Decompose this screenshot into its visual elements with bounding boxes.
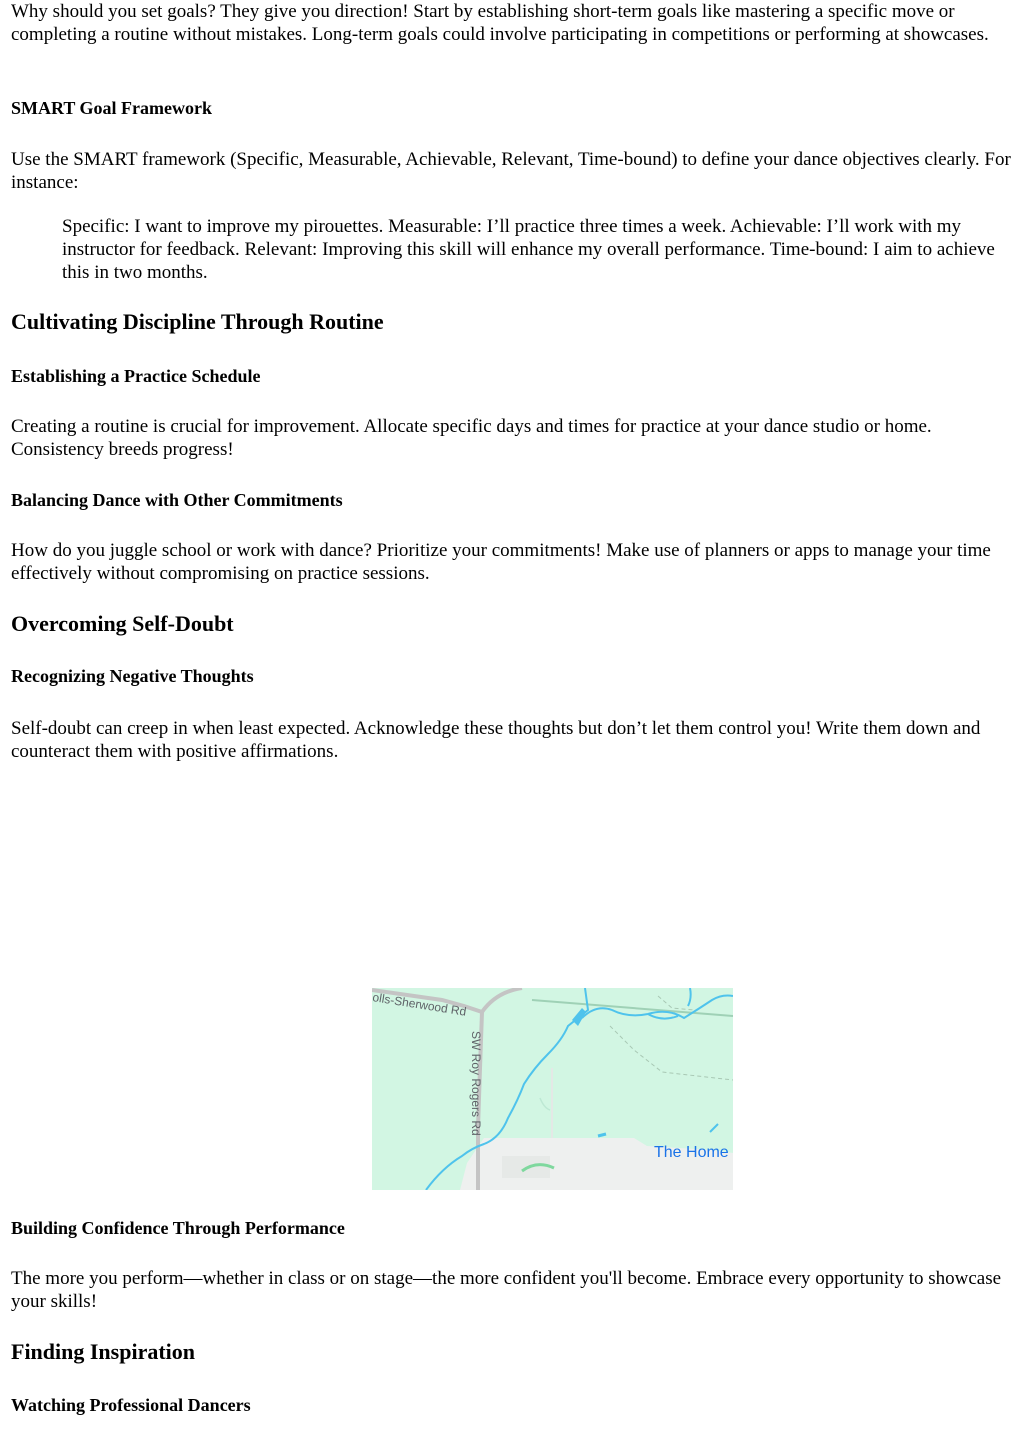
map-canvas[interactable]	[372, 988, 733, 1190]
smart-example-quote: Specific: I want to improve my pirouettes. Measurable: I’ll practice three times a week. Achievable: I’ll work with my instructor for feedback. Relevant: Improving this skill will enhance my overall performance. Time-bound: I aim to achieve this in two months.	[62, 216, 995, 283]
confidence-paragraph: The more you perform—whether in class or on stage—the more confident you'll become. Embrace every opportunity to showcase your skills!	[11, 1268, 1002, 1312]
map-water-fleck	[598, 1134, 606, 1136]
smart-heading: SMART Goal Framework	[11, 98, 213, 118]
schedule-paragraph: Creating a routine is crucial for improvement. Allocate specific days and times for practice at your dance studio or home. Consistency breeds progress!	[11, 416, 932, 460]
embedded-map[interactable]	[372, 988, 733, 1190]
selfdoubt-heading: Overcoming Self-Doubt	[11, 611, 234, 636]
confidence-heading: Building Confidence Through Performance	[11, 1218, 345, 1238]
watching-heading: Watching Professional Dancers	[11, 1395, 251, 1415]
balance-paragraph: How do you juggle school or work with dance? Prioritize your commitments! Make use of planners or apps to manage your time effectively without compromising on practice sessions.	[11, 540, 991, 584]
schedule-heading: Establishing a Practice Schedule	[11, 366, 261, 386]
map-label-place[interactable]: The Home	[654, 1144, 729, 1161]
balance-heading: Balancing Dance with Other Commitments	[11, 490, 343, 510]
discipline-heading: Cultivating Discipline Through Routine	[11, 309, 384, 334]
map-label-road-1: olls-Sherwood Rd	[372, 990, 468, 1019]
inspiration-heading: Finding Inspiration	[11, 1339, 196, 1364]
negative-heading: Recognizing Negative Thoughts	[11, 666, 254, 686]
smart-paragraph: Use the SMART framework (Specific, Measurable, Achievable, Relevant, Time-bound) to define your dance objectives clearly. For instance:	[11, 149, 1011, 193]
intro-paragraph: Why should you set goals? They give you direction! Start by establishing short-term goals like mastering a specific move or completing a routine without mistakes. Long-term goals could involve participating in competitions or performing at showcases.	[11, 1, 989, 45]
map-label-road-2: SW Roy Rogers Rd	[469, 1031, 483, 1136]
negative-paragraph: Self-doubt can creep in when least expected. Acknowledge these thoughts but don’t let them control you! Write them down and counteract them with positive affirmations.	[11, 718, 981, 762]
